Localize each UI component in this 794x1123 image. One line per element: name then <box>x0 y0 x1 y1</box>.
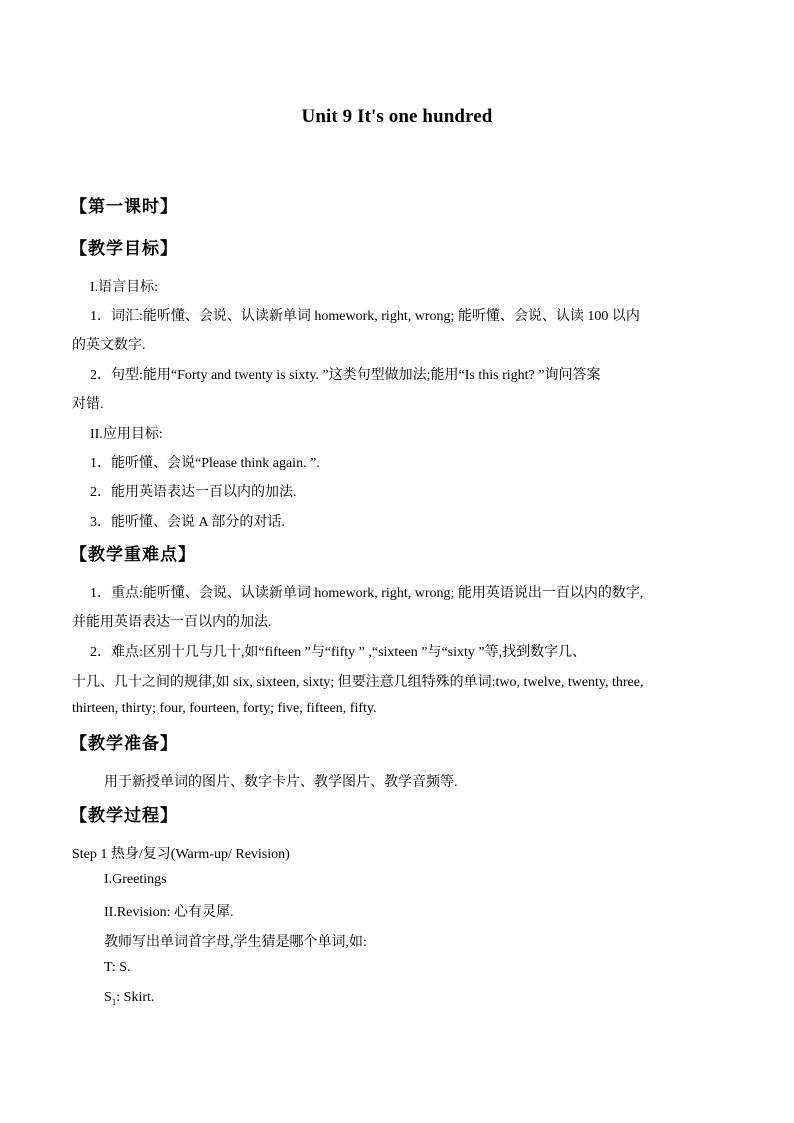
student-answer: : Skirt. <box>116 990 155 1005</box>
vocab-goal-line2: 的英文数字. <box>72 338 146 353</box>
language-goal-title: I.语言目标: <box>90 280 159 295</box>
section-heading-process: 【教学过程】 <box>70 806 178 826</box>
application-goal-1: 1．能听懂、会说“Please think again. ”. <box>90 456 320 471</box>
greetings-text: I.Greetings <box>104 872 167 887</box>
section-heading-objectives: 【教学目标】 <box>70 239 178 259</box>
difficult-point-line3: thirteen, thirty; four, fourteen, forty; five, fifteen, fifty. <box>72 701 377 716</box>
preparation-text: 用于新授单词的图片、数字卡片、教学图片、教学音频等. <box>104 775 458 790</box>
application-goal-title: II.应用目标: <box>90 427 163 442</box>
difficult-point-line1: 2．难点:区别十几与几十,如“fifteen ”与“fifty ” ,“sixteen ”与“sixty ”等,找到数字几、 <box>90 645 587 660</box>
key-point-line1: 1．重点:能听懂、会说、认读新单词 homework, right, wrong; 能用英语说出一百以内的数字, <box>90 586 644 601</box>
teacher-line: T: S. <box>104 960 131 975</box>
step1-heading: Step 1 热身/复习(Warm-up/ Revision) <box>72 847 290 862</box>
sentence-goal-line2: 对错. <box>72 397 104 412</box>
student-number: 1 <box>111 996 117 1007</box>
application-goal-2: 2．能用英语表达一百以内的加法. <box>90 485 297 500</box>
sentence-goal-line1: 2．句型:能用“Forty and twenty is sixty. ”这类句型做加法;能用“Is this right? ”询问答案 <box>90 368 601 383</box>
revision-text: II.Revision: 心有灵犀. <box>104 905 234 920</box>
section-heading-preparation: 【教学准备】 <box>70 734 178 754</box>
section-heading-lesson: 【第一课时】 <box>70 197 178 217</box>
student-label: S <box>104 990 112 1005</box>
application-goal-3: 3．能听懂、会说 A 部分的对话. <box>90 515 285 530</box>
revision-description: 教师写出单词首字母,学生猜是哪个单词,如: <box>104 935 367 950</box>
vocab-goal-line1: 1．词汇:能听懂、会说、认读新单词 homework, right, wrong; 能听懂、会说、认读 100 以内 <box>90 309 640 324</box>
difficult-point-line2: 十几、几十之间的规律,如 six, sixteen, sixty; 但要注意几组特殊的单词:two, twelve, twenty, three, <box>72 675 644 690</box>
document-title: Unit 9 It's one hundred <box>301 106 493 127</box>
student-line <box>104 990 154 1007</box>
key-point-line2: 并能用英语表达一百以内的加法. <box>72 615 272 630</box>
section-heading-key-points: 【教学重难点】 <box>70 545 196 565</box>
